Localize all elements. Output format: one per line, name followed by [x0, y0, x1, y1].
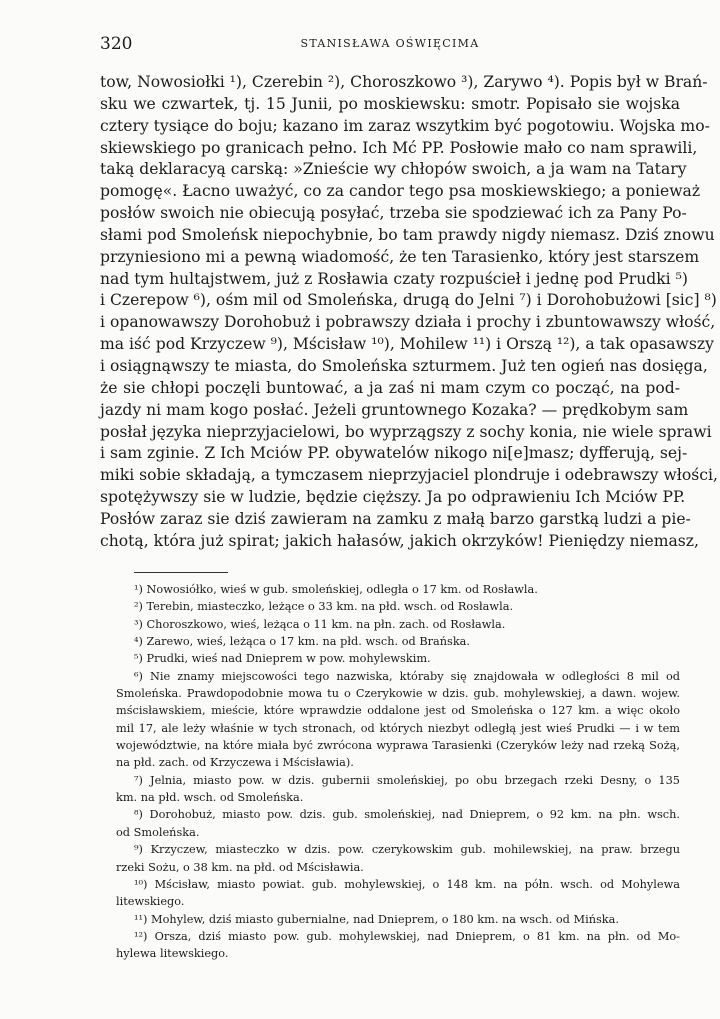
text-line: i opanowawszy Dorohobuż i pobrawszy działa i prochy i zbuntowawszy włość, [100, 313, 716, 332]
text-line: i sam zginie. Z Ich Mciów PP. obywatelów nikogo ni[e]masz; dyfferują, sej- [100, 444, 688, 463]
footnote-line: litewskiego. [116, 895, 185, 909]
footnote-line: ¹¹) Mohylew, dziś miasto gubernialne, nad Dnieprem, o 180 km. na wsch. od Mińska. [134, 912, 619, 926]
footnote-line: ⁸) Dorohobuż, miasto pow. dzis. gub. smoleńskiej, nad Dnieprem, o 92 km. na płn. wsch. [134, 808, 680, 822]
page-number: 320 [100, 34, 133, 54]
footnote-line: ⁷) Jelnia, miasto pow. w dzis. gubernii smoleńskiej, po obu brzegach rzeki Desny, o 135 [134, 773, 680, 787]
footnote-line: ⁵) Prudki, wieś nad Dnieprem w pow. mohylewskim. [134, 652, 431, 666]
text-line: cztery tysiące do boju; kazano im zaraz wszytkim być pogotowiu. Wojska mo- [100, 116, 710, 135]
footnote-line: ⁹) Krzyczew, miasteczko w dzis. pow. czerykowskim gub. mohilewskiej, na praw. brzegu [134, 843, 680, 857]
text-line: taką deklaracyą carską: »Znieście wy chłopów swoich, a ja wam na Tatary [100, 160, 687, 179]
text-line: i osiągnąwszy te miasta, do Smoleńska szturmem. Już ten ogień nas dosięga, [100, 356, 708, 375]
footnote-line: ¹²) Orsza, dziś miasto pow. gub. mohylewskiej, nad Dnieprem, o 81 km. na płn. od Mo- [134, 929, 680, 943]
main-text [100, 72, 718, 553]
text-line: pomogę«. Łacno uważyć, co za candor tego psa moskiewskiego; a ponieważ [100, 182, 701, 201]
text-line: miki sobie składają, a tymczasem nieprzyjaciel plondruje i odebrawszy włości, [100, 466, 718, 485]
text-line: chotą, która już spirat; jakich hałasów, jakich okrzyków! Pieniędzy niemasz, [100, 531, 699, 550]
footnote-line: ³) Choroszkowo, wieś, leżąca o 11 km. na płn. zach. od Rosławla. [134, 617, 506, 631]
text-line: słami pod Smoleńsk niepochybnie, bo tam prawdy nigdy niemasz. Dziś znowu [100, 225, 715, 244]
text-line: spotężywszy sie w ludzie, będzie cięższy. Ja po odprawieniu Ich Mciów PP. [100, 488, 686, 507]
text-line: jazdy ni mam kogo posłać. Jeżeli gruntownego Kozaka? — prędkobym sam [100, 400, 689, 419]
text-line: Posłów zaraz sie dziś zawieram na zamku z małą barzo garstką ludzi a pie- [100, 509, 691, 528]
text-line: skiewskiego po granicach pełno. Ich Mć PP. Posłowie mało co nam sprawili, [100, 138, 698, 157]
footnote-line: ⁶) Nie znamy miejscowości tego nazwiska, któraby się znajdowała w odległości 8 mil od [134, 669, 680, 683]
footnote-line: mścisławskiem, mieście, które wprawdzie oddalone jest od Smoleńska o 127 km. a więc około [116, 704, 680, 718]
footnote-line: Smoleńska. Prawdopodobnie mowa tu o Czerykowie w dzis. gub. mohylewskiej, a dawn. wojew. [116, 687, 680, 701]
page-header [100, 34, 680, 54]
footnote-line: województwie, na które miała być zwrócona wyprawa Tarasienki (Czeryków leży nad rzeką Sożą, [116, 739, 680, 753]
text-line: posłów swoich nie obiecują posyłać, trzeba sie spodziewać ich za Pany Po- [100, 204, 687, 223]
text-line: posłał języka nieprzyjacielowi, bo wyprzągszy z sochy konia, nie wiele sprawi [100, 422, 712, 441]
text-line: ma iść pod Krzyczew ⁹), Mścisław ¹⁰), Mohilew ¹¹) i Orszą ¹²), a tak opasawszy [100, 335, 714, 354]
text-line: i Czerepow ⁶), ośm mil od Smoleńska, drugą do Jelni ⁷) i Dorohobużowi [sic] ⁸) [100, 291, 717, 310]
text-line: tow, Nowosiołki ¹), Czerebin ²), Choroszkowo ³), Zarywo ⁴). Popis był w Brań- [100, 73, 708, 91]
footnote-line: hylewa litewskiego. [116, 947, 229, 961]
footnote-line: od Smoleńska. [116, 825, 200, 839]
text-line: sku we czwartek, tj. 15 Junii, po moskiewsku: smotr. Popisało sie wojska [100, 94, 680, 113]
footnote-line: ⁴) Zarewo, wieś, leżąca o 17 km. na płd. wsch. od Brańska. [134, 635, 470, 649]
footnote-line: ¹) Nowosiółko, wieś w gub. smoleńskiej, odległa o 17 km. od Rosławla. [134, 583, 538, 596]
footnote-divider [134, 572, 228, 573]
footnote-line: ¹⁰) Mścisław, miasto powiat. gub. mohylewskiej, o 148 km. na półn. wsch. od Mohylewa [134, 877, 680, 891]
text-line: przyniesiono mi a pewną wiadomość, że ten Tarasienko, który jest starszem [100, 247, 700, 266]
footnotes [116, 581, 680, 963]
footnote-line: rzeki Sożu, o 38 km. na płd. od Mścisławia. [116, 860, 364, 874]
footnote-line: mil 17, ale leży właśnie w tych stronach, od których niezbyt odległą jest wieś Prudki — i w tem [116, 721, 680, 735]
footnote-line: km. na płd. wsch. od Smoleńska. [116, 791, 304, 805]
text-line: nad tym hultajstwem, już z Rosławia czaty rozpuścieł i jednę pod Prudki ⁵) [100, 269, 688, 288]
footnote-line: ²) Terebin, miasteczko, leżące o 33 km. na płd. wsch. od Rosławla. [134, 600, 514, 614]
running-head: STANISŁAWA OŚWIĘCIMA [300, 37, 480, 50]
text-line: że sie chłopi poczęli buntować, a ja zaś ni mam czym co począć, na pod- [100, 378, 680, 397]
footnote-line: na płd. zach. od Krzyczewa i Mścisławia). [116, 756, 354, 770]
